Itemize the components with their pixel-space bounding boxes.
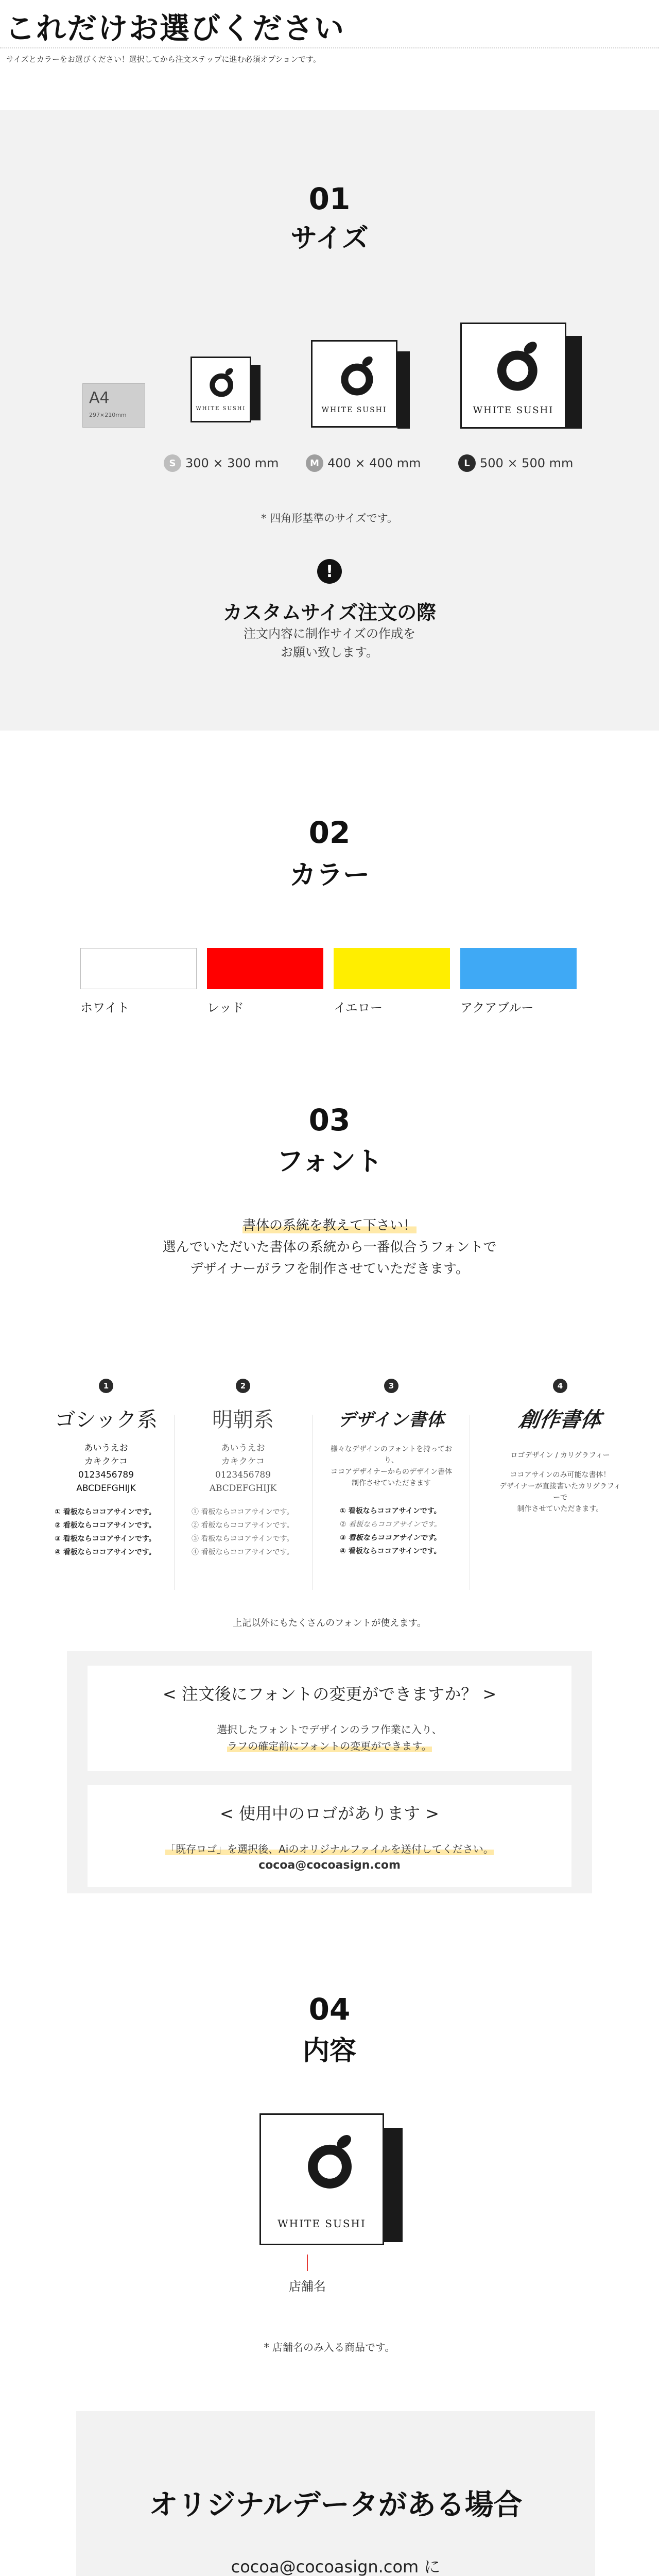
- color-option-yellow[interactable]: [334, 948, 450, 1015]
- color-swatch: [207, 948, 323, 989]
- font-option-design[interactable]: [330, 1379, 453, 1558]
- color-section-number: 02: [308, 815, 351, 850]
- page-subtitle: サイズとカラーをお選びください！選択してから注文ステップに進む必須オプションです。: [6, 55, 321, 64]
- color-label: レッド: [207, 1001, 244, 1015]
- custom-size-title: カスタムサイズ注文の際: [222, 601, 437, 624]
- font-sample-list: ① 看板ならココアサインです。 ② 看板ならココアサインです。 ③ 看板ならココアサインです。 ④ 看板ならココアサインです。: [340, 1507, 441, 1555]
- font-name: ゴシック系: [55, 1408, 158, 1432]
- contact-email[interactable]: cocoa@cocoasign.com: [258, 1859, 401, 1872]
- size-option-label: 500 × 500 mm: [480, 456, 574, 470]
- font-number: 2: [236, 1379, 250, 1393]
- color-swatch: [80, 948, 197, 989]
- custom-size-body: 注文内容に制作サイズの作成を お願い致します。: [243, 626, 416, 659]
- faq-card: [88, 1666, 571, 1771]
- color-section-title: カラー: [289, 860, 370, 891]
- font-sample-list: ① 看板ならココアサインです。 ② 看板ならココアサインです。 ③ 看板ならココアサインです。 ④ 看板ならココアサインです。: [55, 1508, 156, 1556]
- sign-brand-text: WHITE SUSHI: [473, 405, 554, 416]
- header-divider: [0, 47, 659, 48]
- font-sample: あいうえお カキクケコ 0123456789 ABCDEFGHIJK: [209, 1443, 277, 1494]
- font-number: 3: [384, 1379, 398, 1393]
- font-name: 明朝系: [212, 1408, 274, 1432]
- font-option-mincho[interactable]: [181, 1379, 305, 1559]
- size-option-l[interactable]: [458, 454, 573, 472]
- sushi-logo-icon: [305, 2131, 358, 2192]
- font-name: 創作書体: [517, 1408, 603, 1432]
- size-section-title: サイズ: [290, 223, 369, 254]
- font-name: デザイン書体: [338, 1410, 445, 1430]
- size-option-label: 300 × 300 mm: [185, 456, 279, 470]
- original-data-box: [76, 2411, 595, 2576]
- font-section-title: フォント: [276, 1146, 383, 1177]
- font-description: 様々なデザインのフォントを持っており、 ココアデザイナーからのデザイン書体 制作させていただきます: [330, 1445, 453, 1487]
- font-description: ロゴデザイン / カリグラフィー ココアサインのみ可能な書体！ デザイナーが直接書いたカリグラフィーで 制作させていただきます。: [499, 1451, 621, 1513]
- a4-label: A4: [89, 389, 110, 407]
- font-more-note: 上記以外にもたくさんのフォントが使えます。: [233, 1618, 426, 1629]
- color-swatch: [460, 948, 577, 989]
- faq-card: [88, 1785, 571, 1887]
- size-badge-s: S: [164, 454, 181, 472]
- font-sample: あいうえお カキクケコ 0123456789 ABCDEFGHIJK: [76, 1443, 136, 1494]
- page-title: これだけお選びください: [5, 11, 345, 46]
- faq-question: < 使用中のロゴがあります >: [220, 1804, 439, 1823]
- size-badge-m: M: [306, 454, 323, 472]
- font-section-number: 03: [308, 1103, 351, 1138]
- content-section-title: 内容: [302, 2036, 356, 2066]
- sushi-logo-icon: [339, 353, 378, 398]
- color-label: アクアブルー: [460, 1001, 534, 1015]
- size-option-label: 400 × 400 mm: [327, 456, 421, 470]
- sign-brand-text: WHITE SUSHI: [278, 2217, 366, 2230]
- sushi-logo-icon: [208, 366, 237, 399]
- size-section-number: 01: [308, 181, 351, 216]
- size-option-m[interactable]: [306, 454, 421, 472]
- font-option-calligraphy[interactable]: [498, 1379, 622, 1515]
- faq-question: < 注文後にフォントの変更ができますか？ >: [162, 1684, 497, 1704]
- font-faq: [67, 1651, 592, 1893]
- exclamation-icon: !: [317, 559, 342, 584]
- size-badge-l: L: [458, 454, 476, 472]
- sign-medium: [311, 340, 412, 443]
- color-option-red[interactable]: [207, 948, 323, 1015]
- sign-large: [460, 323, 592, 436]
- faq-answer: 選択したフォントでデザインのラフ作業に入り、 ラフの確定前にフォントの変更ができます。: [217, 1723, 442, 1752]
- size-note: * 四角形基準のサイズです。: [261, 512, 398, 524]
- content-section-number: 04: [308, 1992, 351, 2027]
- color-label: ホワイト: [80, 1001, 130, 1015]
- font-number: 1: [99, 1379, 113, 1393]
- sign-content-example: [259, 2113, 412, 2252]
- sign-brand-text: WHITE SUSHI: [321, 406, 387, 414]
- color-label: イエロー: [334, 1001, 383, 1015]
- sign-small: [190, 357, 255, 433]
- font-intro: 書体の系統を教えて下さい！ 選んでいただいた書体の系統から一番似合うフォントで デザイナーがラフを制作させていただきます。: [162, 1218, 497, 1277]
- font-option-gothic[interactable]: [44, 1379, 168, 1559]
- sign-brand-text: WHITE SUSHI: [196, 406, 246, 412]
- sushi-logo-icon: [494, 338, 544, 394]
- column-divider: [174, 1415, 175, 1590]
- color-swatch: [334, 948, 450, 989]
- store-name-pointer: [307, 2255, 308, 2271]
- original-data-instructions: cocoa@cocoasign.com に: [231, 2557, 441, 2576]
- font-sample-list: ① 看板ならココアサインです。 ② 看板ならココアサインです。 ③ 看板ならココアサインです。 ④ 看板ならココアサインです。: [192, 1508, 294, 1556]
- color-option-aqua[interactable]: [460, 948, 577, 1015]
- a4-dims: 297×210mm: [89, 412, 127, 418]
- color-option-white[interactable]: [80, 948, 197, 1015]
- font-number: 4: [553, 1379, 567, 1393]
- column-divider: [312, 1415, 313, 1590]
- faq-answer: 「既存ロゴ」を選択後、Aiのオリジナルファイルを送付してください。 cocoa@cocoasign.com: [88, 1841, 571, 1874]
- content-note: * 店舗名のみ入る商品です。: [264, 2341, 395, 2353]
- a4-reference: [82, 383, 145, 428]
- size-option-s[interactable]: [164, 454, 279, 472]
- original-data-title: オリジナルデータがある場合: [149, 2488, 523, 2522]
- store-name-label: 店舗名: [289, 2279, 326, 2294]
